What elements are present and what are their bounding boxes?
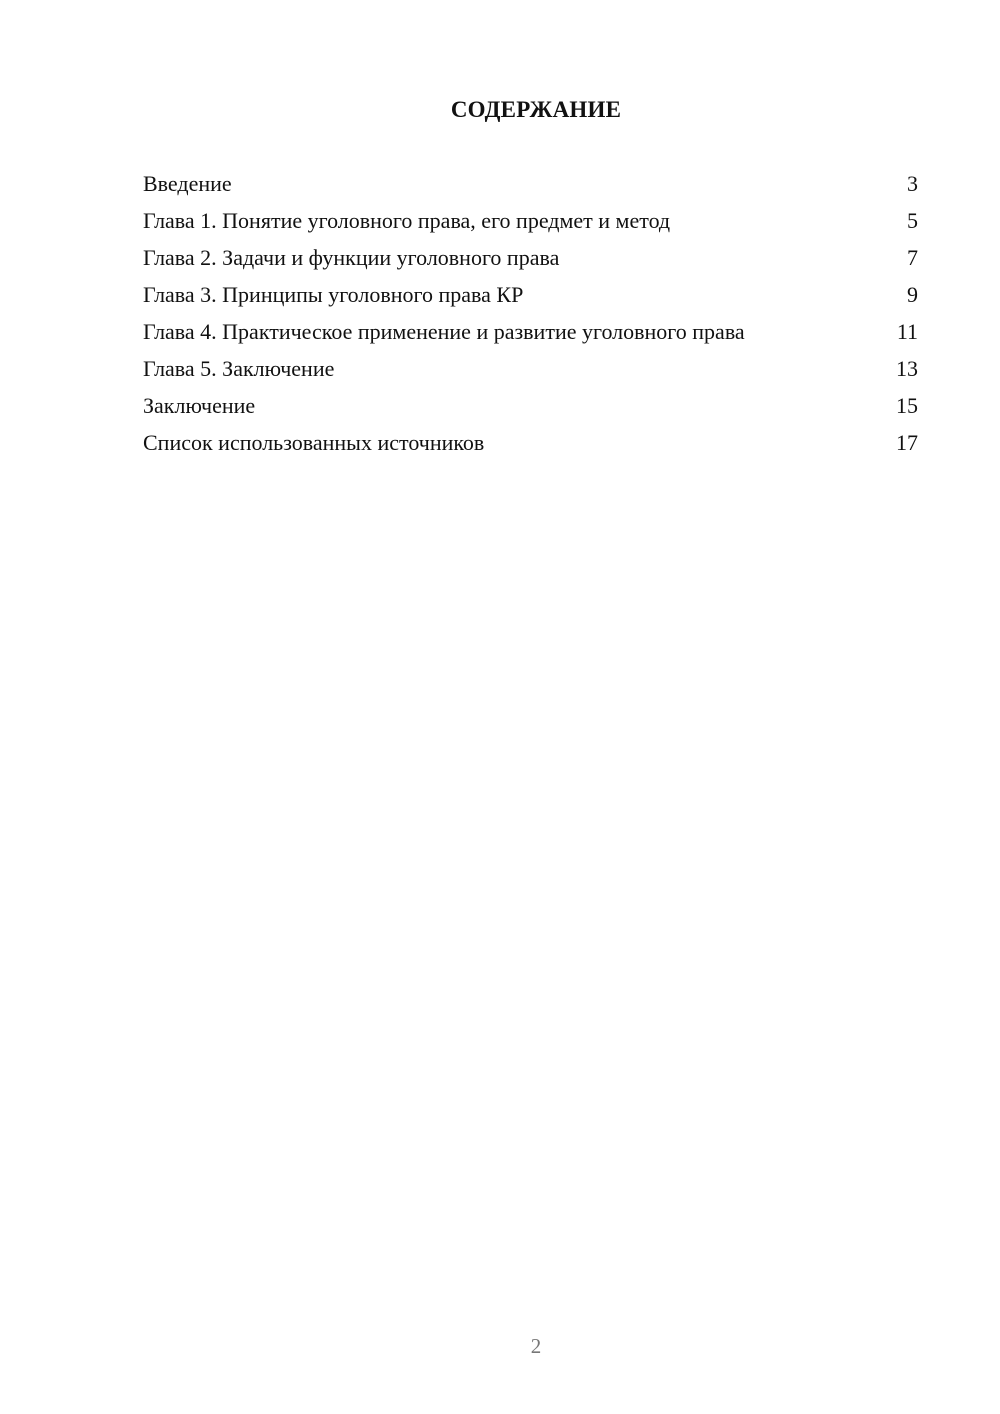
toc-item-label: Глава 5. Заключение: [143, 356, 335, 381]
table-of-contents: [143, 170, 918, 466]
toc-item-label: Глава 3. Принципы уголовного права КР: [143, 282, 524, 307]
toc-item-page: 9: [907, 282, 918, 307]
toc-item-references[interactable]: [143, 429, 918, 456]
toc-item-page: 3: [907, 171, 918, 196]
page-number: 2: [530, 1334, 542, 1358]
toc-item-chapter-4[interactable]: [143, 318, 918, 345]
toc-item-conclusion[interactable]: [143, 392, 918, 419]
toc-item-page: 5: [907, 208, 918, 233]
toc-item-page: 13: [896, 356, 918, 381]
toc-item-introduction[interactable]: [143, 170, 918, 197]
toc-item-page: 17: [896, 430, 918, 455]
toc-item-label: Введение: [143, 171, 232, 196]
toc-item-label: Глава 4. Практическое применение и развитие уголовного права: [143, 319, 745, 344]
page-title: СОДЕРЖАНИЕ: [450, 97, 622, 122]
toc-item-page: 11: [896, 319, 918, 344]
toc-item-chapter-3[interactable]: [143, 281, 918, 308]
toc-item-label: Глава 1. Понятие уголовного права, его предмет и метод: [143, 208, 671, 233]
toc-item-label: Глава 2. Задачи и функции уголовного права: [143, 245, 560, 270]
toc-item-page: 7: [907, 245, 918, 270]
toc-item-chapter-1[interactable]: [143, 207, 918, 234]
toc-item-chapter-2[interactable]: [143, 244, 918, 271]
toc-item-label: Список использованных источников: [143, 430, 485, 455]
toc-item-label: Заключение: [143, 393, 256, 418]
toc-item-page: 15: [896, 393, 918, 418]
toc-item-chapter-5[interactable]: [143, 355, 918, 382]
